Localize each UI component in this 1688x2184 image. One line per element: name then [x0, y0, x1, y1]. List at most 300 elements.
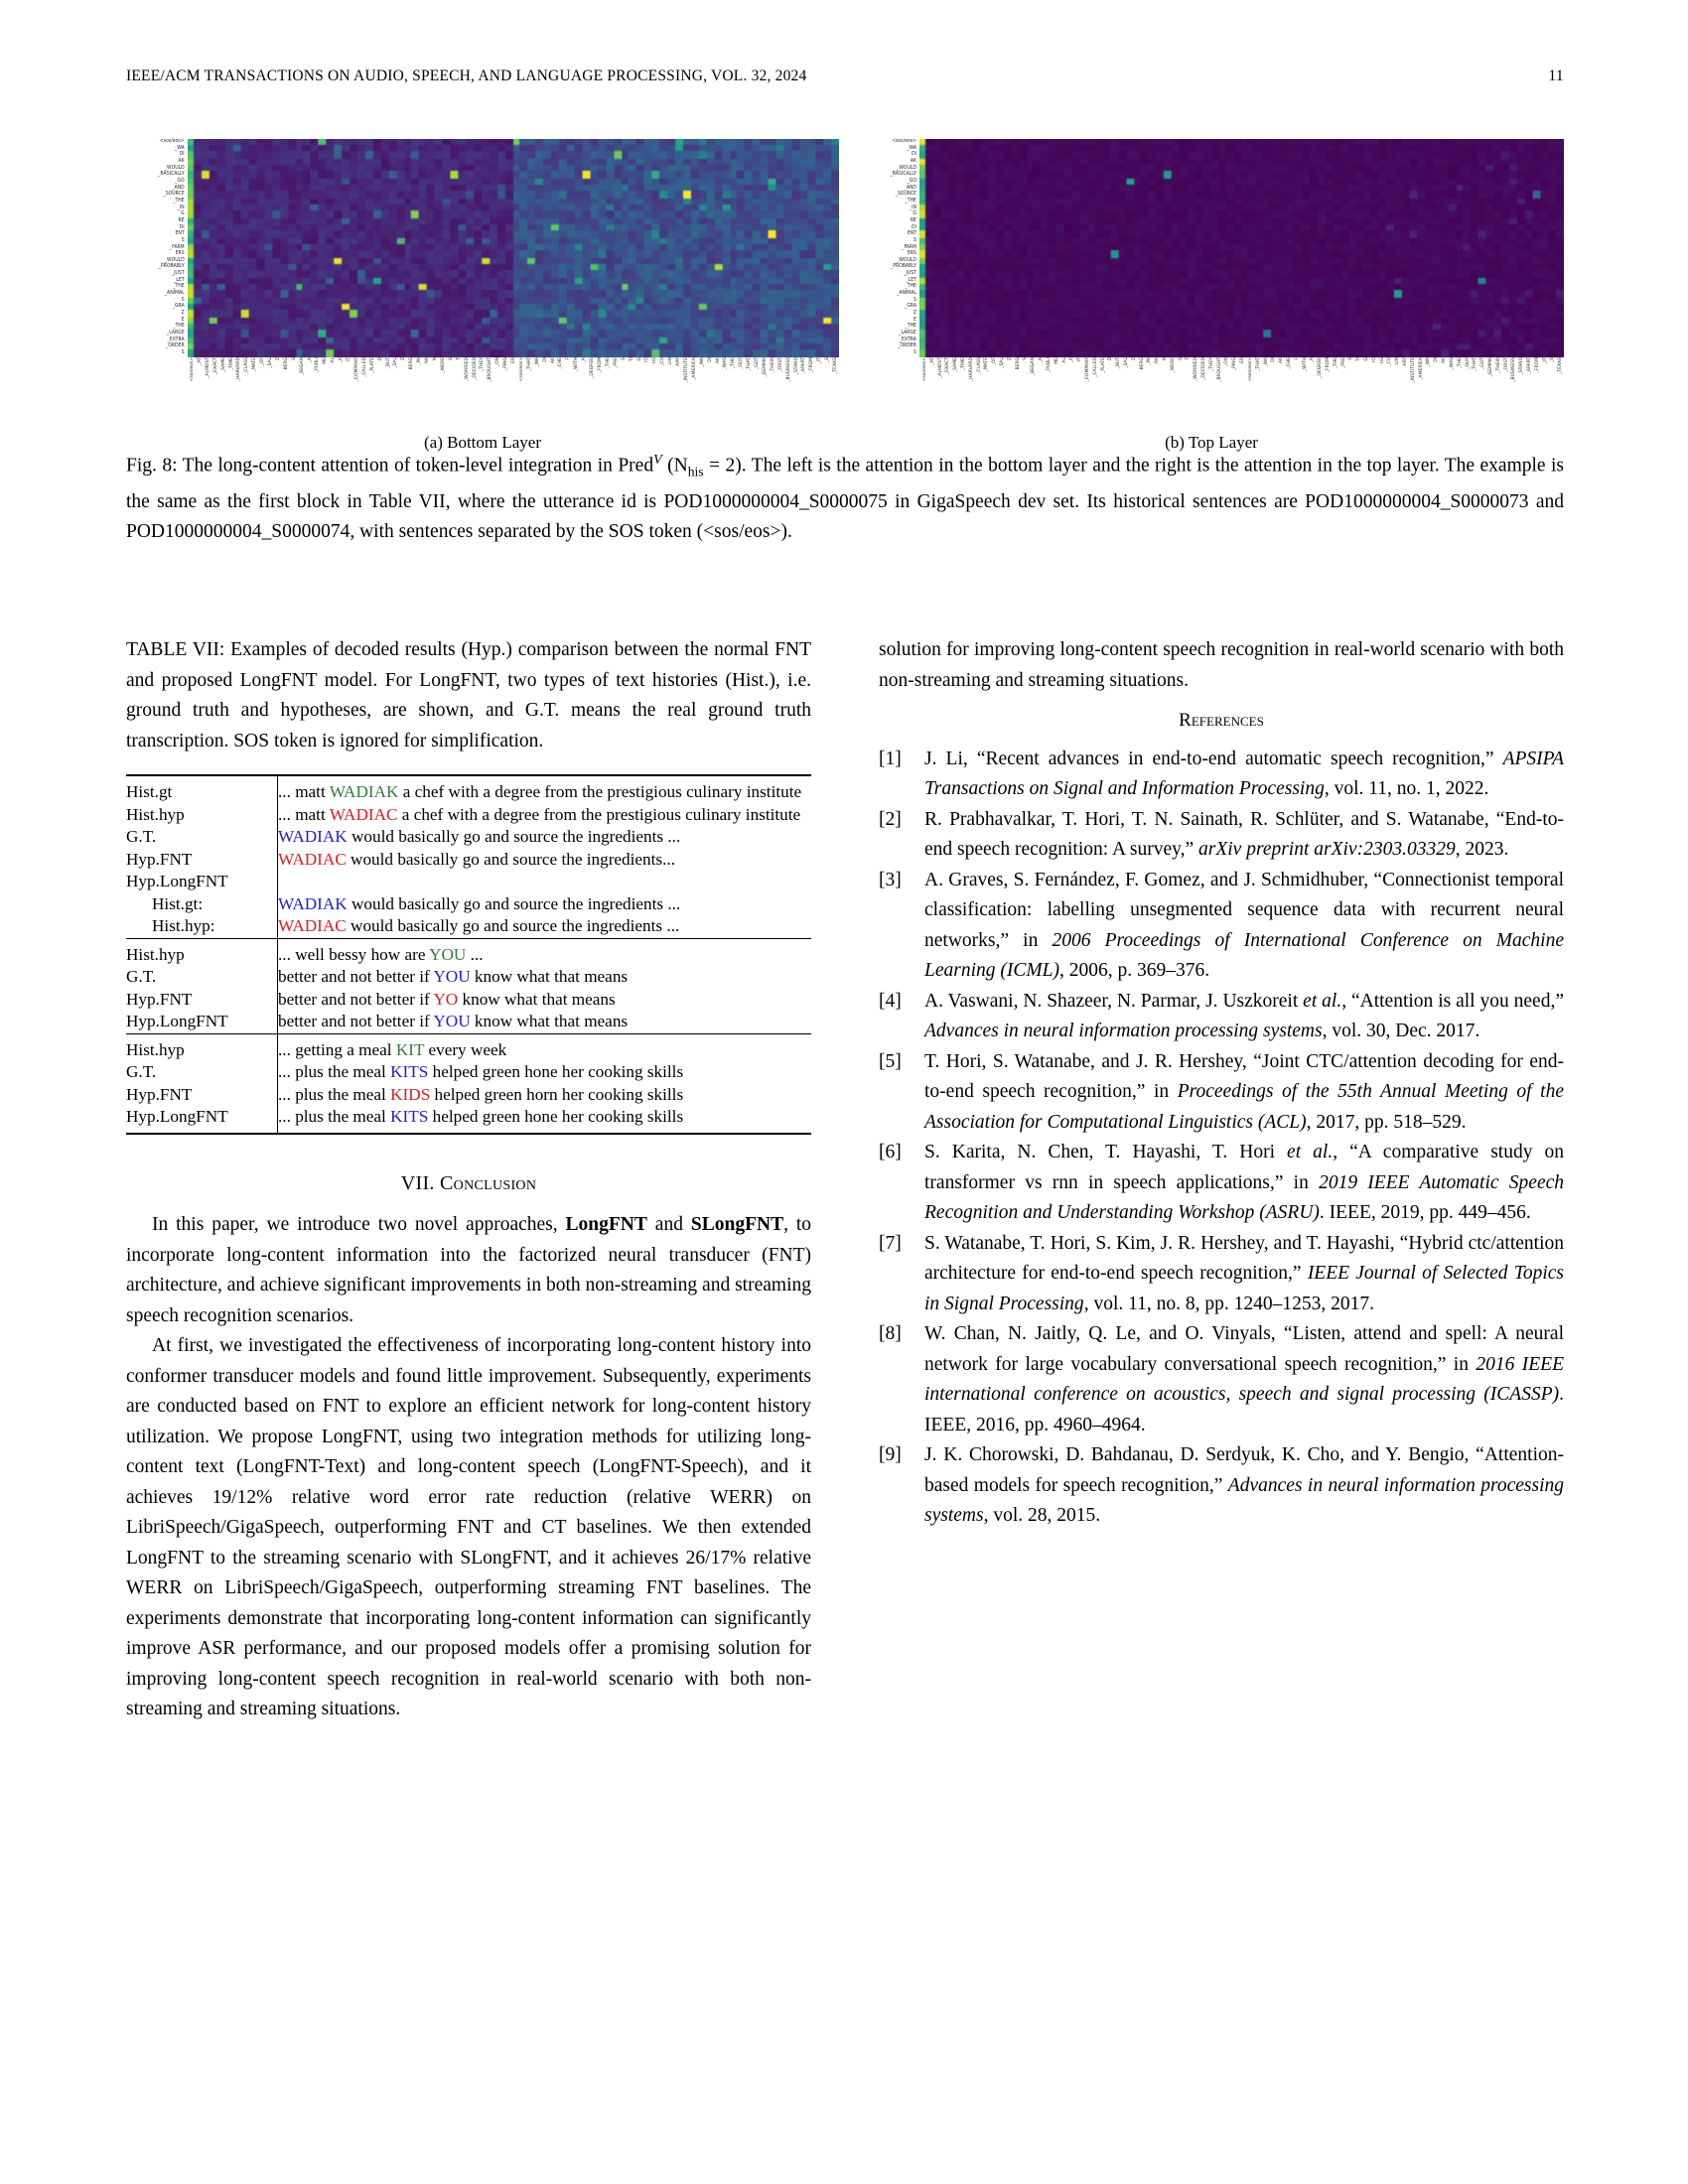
axis-tick-label: _APART [801, 357, 807, 374]
axis-tick-label: _WOULD [164, 165, 185, 171]
reference-text: J. Li, “Recent advances in end-to-end automatic speech recognition,” [924, 748, 1503, 769]
axis-tick-label: _A [1310, 357, 1316, 363]
reference-number: [6] [879, 1142, 902, 1162]
axis-tick-label: D [377, 357, 383, 361]
axis-tick-label: _S [825, 357, 831, 363]
axis-tick-label: _EXACT [212, 357, 218, 375]
axis-tick-label: _JUST [171, 270, 185, 277]
axis-tick-label: IT [347, 357, 352, 362]
reference-italic-text: Proceedings of the 55th Annual Meeting of the Association for Computational Linguistics (ACL) [924, 1081, 1564, 1133]
axis-tick-label: BERG [409, 357, 415, 370]
axis-tick-label: AK [1442, 357, 1448, 364]
conclusion-p1-e: , to incorporate long-content information into the factorized neural transducer (FNT) architecture, and achieve significant improvements in both non-streaming and streaming speech recognition scenarios. [126, 1214, 812, 1326]
figure-8 [126, 139, 1564, 453]
axis-tick-label: DI [912, 224, 916, 230]
axis-tick-label: _OF [992, 357, 998, 366]
table-row [126, 989, 811, 1012]
axis-tick-label: _TEXAS [1558, 357, 1564, 374]
axis-tick-label: _S [1550, 357, 1556, 363]
subcaption-b: (b) Top Layer [1165, 433, 1258, 452]
axis-tick-label: Z [913, 310, 916, 317]
axis-tick-label: _CLASS [976, 357, 982, 374]
axis-tick-label: _THEIR [770, 357, 775, 373]
axis-tick-label: D [1108, 357, 1114, 361]
table-row-label: Hist.hyp: [152, 916, 215, 935]
axis-tick-label: _SAL [393, 357, 399, 368]
table-row-label: Hist.gt: [152, 893, 204, 913]
axis-tick-label: _AT [197, 357, 203, 365]
axis-tick-label: S [181, 349, 185, 356]
axis-tick-label: _AMERICA [1418, 357, 1424, 380]
axis-tick-label: _DEGREE [590, 357, 596, 378]
axis-tick-label: _AT [929, 357, 935, 365]
reference-number: [8] [879, 1323, 902, 1344]
axis-tick-label: _WAS [1449, 357, 1455, 370]
table-row [126, 1061, 811, 1084]
axis-tick-label: _AND [904, 185, 916, 191]
axis-tick-label: T [456, 357, 462, 360]
axis-tick-label: _STAND [793, 357, 799, 375]
table-row [126, 804, 811, 827]
axis-tick-label: IO [644, 357, 650, 362]
axis-tick-label: _FROM [1325, 357, 1331, 373]
table-row-label: Hyp.FNT [126, 849, 193, 869]
table-row [126, 966, 811, 989]
reference-number: [7] [879, 1232, 902, 1254]
conclusion-heading-text: Conclusion [440, 1171, 537, 1194]
axis-tick-label: RE [910, 217, 916, 224]
axis-tick-label: _THE [605, 357, 611, 369]
table-row [126, 775, 811, 804]
axis-tick-label: BERG [1139, 357, 1145, 370]
axis-tick-label: _CLASS [244, 357, 250, 374]
axis-tick-label: _K [1069, 357, 1075, 363]
axis-tick-label: _THAT [1473, 357, 1478, 371]
axis-tick-label: _WOULD [164, 257, 185, 264]
axis-tick-label: ENT [175, 230, 185, 237]
highlighted-token: WADIAK [278, 827, 348, 846]
axis-tick-label: _PA [1147, 357, 1153, 365]
axis-tick-label: _IN [177, 205, 185, 210]
axis-tick-label: RA [1155, 357, 1161, 364]
axis-tick-label: DI [707, 357, 713, 362]
reference-item [879, 1229, 1564, 1320]
table-row-label: G.T. [126, 967, 157, 986]
axis-tick-label: _IT [817, 357, 823, 364]
conclusion-p1-longfnt: LongFNT [565, 1214, 647, 1235]
axis-tick-label: _BEGAN [299, 357, 305, 376]
table-caption: TABLE VII: Examples of decoded results (Hyp.) comparison between the normal FNT and proposed LongFNT model. For LongFNT, two types of text histories (Hist.), i.e. ground truth and hypotheses, are shown, and G.T. means the real ground truth transcription. SOS token is ignored for simplification. [126, 639, 811, 751]
axis-tick-label: _SAME [220, 357, 226, 372]
reference-italic-text: et al. [1287, 1142, 1334, 1162]
reference-text: , 2006, p. 369–376. [1058, 960, 1210, 981]
references-heading-text: References [1179, 710, 1264, 731]
axis-tick-label: ERS [175, 250, 185, 257]
left-column [126, 635, 811, 1725]
axis-tick-label: _WA [174, 145, 185, 151]
axis-tick-label: _THAT [747, 357, 753, 371]
reference-item [879, 1047, 1564, 1139]
axis-tick-label: S [621, 357, 627, 360]
axis-tick-label: E [181, 317, 185, 323]
axis-tick-label: _SAL [1123, 357, 1129, 368]
axis-tick-label: _PROBABLY [890, 263, 916, 270]
reference-text: , vol. 28, 2015. [983, 1505, 1101, 1526]
axis-tick-label: _THE [731, 357, 737, 369]
axis-tick-label: _THEIR [1495, 357, 1501, 373]
axis-tick-label: _OF [260, 357, 266, 366]
reference-text: , vol. 30, Dec. 2017. [1322, 1021, 1480, 1041]
axis-tick-label: _WORRIED [1194, 357, 1199, 382]
table-row-value: ... getting a meal KIT every week [278, 1033, 812, 1061]
axis-tick-label: _PING [503, 357, 509, 371]
table-row-value: WADIAK would basically go and source the ingredients ... [278, 826, 812, 849]
reference-italic-text: Advances in neural information processing systems [924, 1474, 1565, 1526]
reference-text: . IEEE, 2019, pp. 449–456. [1319, 1202, 1531, 1223]
heatmap-b-x-axis-labels [920, 357, 1564, 417]
axis-tick-label: _THE [905, 283, 916, 290]
reference-text: S. Karita, N. Chen, T. Hayashi, T. Hori [924, 1142, 1288, 1162]
axis-tick-label: S [291, 357, 297, 360]
axis-tick-label: _WITH [574, 357, 580, 372]
reference-italic-text: et al. [1303, 990, 1342, 1012]
references-heading [879, 706, 1564, 737]
axis-tick-label: <sos/eos> [922, 357, 927, 382]
table-row-label: Hist.hyp [126, 804, 185, 824]
axis-tick-label: RA [425, 357, 431, 364]
axis-tick-label: _THEY [480, 357, 486, 371]
axis-tick-label: _COMPANY [1084, 357, 1090, 382]
reference-item [879, 1319, 1564, 1440]
axis-tick-label: _SOURCE [895, 191, 916, 198]
axis-tick-label: ARY [676, 357, 682, 366]
axis-tick-label: _PA [417, 357, 423, 365]
axis-tick-label: S [1348, 357, 1354, 360]
axis-tick-label: S [448, 357, 454, 360]
axis-tick-label: _LET [906, 277, 916, 284]
reference-number: [2] [879, 808, 902, 830]
axis-tick-label: IO [1371, 357, 1377, 362]
heatmap-a-y-axis-labels [126, 139, 188, 357]
axis-tick-label: _GO [907, 178, 916, 185]
table-vii [126, 774, 811, 1135]
nhis-subscript: his [687, 464, 704, 479]
axis-tick-label: _GRA [904, 303, 916, 310]
reference-text: T. Hori, S. Watanabe, and J. R. Hershey, “Joint CTC/attention decoding for end-to-end speech recognition,” in [924, 1050, 1564, 1102]
axis-tick-label: DI [1271, 357, 1277, 362]
reference-italic-text: 2019 IEEE Automatic Speech Recognition and Understanding Workshop (ASRU) [924, 1171, 1564, 1223]
table-row-value: ... well bessy how are YOU ... [278, 938, 812, 966]
axis-tick-label: _SAL [1000, 357, 1006, 368]
axis-tick-label: _HARVARD [236, 357, 242, 382]
axis-tick-label: _LARGE [166, 330, 185, 337]
axis-tick-label: _FIRST [1503, 357, 1509, 372]
axis-tick-label: _SOURCE [163, 191, 185, 198]
axis-tick-label: _PUBLI [1046, 357, 1052, 373]
table-row [126, 1106, 811, 1134]
axis-tick-label: <sos/eos> [190, 357, 195, 382]
axis-tick-label: _PLATE [1100, 357, 1106, 373]
table-row-label: Hyp.FNT [126, 1084, 193, 1104]
subfigure-top-layer [859, 139, 1564, 453]
reference-text: , 2017, pp. 518–529. [1306, 1111, 1467, 1133]
reference-number: [4] [879, 990, 902, 1012]
reference-number: [5] [879, 1050, 902, 1072]
axis-tick-label: _BUT [385, 357, 391, 369]
axis-tick-label: _BEGAN [1031, 357, 1037, 376]
highlighted-token: WADIAK [278, 893, 348, 913]
axis-tick-label: _GEMMA [1487, 357, 1493, 377]
table-row [126, 915, 811, 938]
subcaption-a: (a) Bottom Layer [423, 433, 541, 452]
axis-tick-label: TI [1356, 357, 1362, 362]
axis-tick-label: G [636, 357, 642, 361]
table-row [126, 849, 811, 872]
table-row-label: Hyp.LongFNT [126, 1106, 278, 1134]
axis-tick-label: ME [1054, 357, 1059, 364]
axis-tick-label: _THE [173, 198, 185, 205]
axis-tick-label: _BASICALLY [890, 171, 916, 178]
axis-tick-label: S [1178, 357, 1184, 360]
axis-tick-label: G [1364, 357, 1369, 361]
reference-text: S. Watanabe, T. Hori, S. Kim, J. R. Hershey, and T. Hayashi, “Hybrid ctc/attention architecture for end-to-end speech recognition,” [924, 1232, 1564, 1284]
axis-tick-label: _INSTITUTE [683, 357, 689, 383]
axis-tick-label: _ALMOST [205, 357, 211, 378]
reference-list [879, 745, 1564, 1532]
pred-superscript: V [653, 452, 662, 468]
highlighted-token: KIT [395, 1039, 425, 1059]
axis-tick-label: _WA [534, 357, 540, 367]
axis-tick-label: AK [550, 357, 556, 364]
axis-tick-label: G [913, 210, 916, 217]
axis-tick-label: _ON [1224, 357, 1230, 367]
table-row-value: WADIAC would basically go and source the ingredients... [278, 849, 812, 872]
axis-tick-label: _THE [1457, 357, 1463, 369]
highlighted-token: YOU [433, 1012, 471, 1030]
heatmap-b-y-axis-labels [859, 139, 919, 357]
highlighted-token: WADIAK [329, 782, 399, 801]
axis-tick-label: DI [179, 224, 185, 230]
axis-tick-label: _A [1039, 357, 1045, 363]
axis-tick-label: _GRA [172, 303, 185, 310]
figure-caption: Fig. 8: The long-content attention of token-level integration in Pred$^V$ $(N_{his} = 2)$. The left is the attention in the bottom layer and the right is the attention in the top layer. The example is the same as the first block in Table VII, where the utterance id is POD1000000004_S0000075 in GigaSpeech dev set. Its historical sentences are POD1000000004_S0000073 and POD1000000004_S0000074, with sentences separated by the SOS token (<sos/eos>). [126, 452, 1565, 543]
axis-tick-label: _FROM [1534, 357, 1540, 373]
axis-tick-label: _THE [173, 323, 185, 330]
axis-tick-label: _THE [1333, 357, 1338, 369]
axis-tick-label: _K [339, 357, 345, 363]
axis-tick-label: _FROM [809, 357, 815, 373]
axis-tick-label: _STAND [1519, 357, 1525, 375]
reference-italic-text: 2006 Proceedings of International Conference on Machine Learning (ICML) [924, 929, 1564, 981]
axis-tick-label: _WA [907, 145, 916, 151]
axis-tick-label: _THE [905, 323, 916, 330]
axis-tick-label: RE [178, 217, 185, 224]
table-row [126, 938, 811, 966]
axis-tick-label: US [652, 357, 658, 364]
axis-tick-label: _ANIMAL [164, 290, 185, 297]
table-row [126, 1084, 811, 1107]
conclusion-p1-a: In this paper, we introduce two novel approaches, [152, 1214, 566, 1235]
table-row [126, 1011, 811, 1033]
axis-tick-label: _ALMOST [937, 357, 943, 378]
highlighted-token: KITS [390, 1107, 429, 1126]
table-row-value: ... plus the meal KITS helped green hone her cooking skills [278, 1061, 812, 1084]
axis-tick-label: _WERE [440, 357, 446, 373]
reference-item [879, 1440, 1564, 1532]
reference-italic-text: APSIPA Transactions on Signal and Information Processing [924, 748, 1564, 799]
conclusion-p1-c: and [646, 1214, 691, 1235]
axis-tick-label: _FARM [169, 244, 185, 250]
axis-tick-label: _AND [172, 185, 185, 191]
reference-text: . IEEE, 2016, pp. 4960–4964. [924, 1384, 1564, 1435]
axis-tick-label: _GEMMA [762, 357, 768, 377]
conclusion-p1-slongfnt: SLongFNT [690, 1214, 784, 1235]
axis-tick-label: S [1023, 357, 1029, 360]
axis-tick-label: _ORDER [898, 342, 916, 349]
axis-tick-label: AL [331, 357, 337, 363]
axis-tick-label: _DECIDED [1201, 357, 1207, 380]
reference-italic-text: IEEE Journal of Selected Topics in Signal Processing [924, 1263, 1564, 1314]
journal-title: IEEE/ACM TRANSACTIONS ON AUDIO, SPEECH, AND LANGUAGE PROCESSING, VOL. 32, 2024 [126, 68, 807, 84]
axis-tick-label: _SAL [268, 357, 274, 368]
highlighted-token: WADIAC [278, 849, 347, 869]
table-row-value: WADIAK would basically go and source the ingredients ... [278, 893, 812, 916]
axis-tick-label: F [1294, 357, 1300, 360]
axis-tick-label: AL [1061, 357, 1067, 363]
axis-tick-label: ERS [907, 250, 916, 257]
axis-tick-label: <sos/eos> [518, 357, 524, 382]
axis-tick-label: AK [910, 158, 916, 165]
axis-tick-label: F [566, 357, 572, 360]
axis-tick-label: _DECIDED [472, 357, 478, 380]
reference-item [879, 805, 1564, 866]
highlighted-token: YOU [429, 944, 467, 964]
axis-tick-label: _WA [1426, 357, 1432, 367]
axis-tick-label: _THE [173, 283, 185, 290]
reference-text: , vol. 11, no. 8, pp. 1240–1253, 2017. [1083, 1293, 1375, 1314]
reference-number: [3] [879, 869, 902, 890]
axis-tick-label: _IT [1542, 357, 1548, 364]
table-row-value [278, 871, 812, 893]
axis-tick-label: _BASICALLY [158, 171, 185, 178]
axis-tick-label: _EXTRA [899, 337, 916, 342]
axis-tick-label: _THEY [1208, 357, 1214, 371]
table-row-label: Hist.gt [126, 775, 278, 804]
axis-tick-label: ME [323, 357, 329, 364]
axis-tick-label: S [914, 349, 916, 356]
axis-tick-label: _AMERICA [691, 357, 697, 380]
axis-tick-label: S [914, 297, 916, 304]
highlighted-token: KIDS [390, 1084, 431, 1104]
table-row-label: Hist.hyp [126, 1033, 278, 1061]
axis-tick-label: _THAT [526, 357, 532, 371]
axis-tick-label: <sos/eos> [1247, 357, 1253, 382]
axis-tick-label: AK [178, 158, 185, 165]
axis-tick-label: ER [1240, 357, 1246, 363]
table-row-label: Hist.hyp [126, 938, 278, 966]
axis-tick-label: _WERE [1170, 357, 1176, 373]
axis-tick-label: DI [542, 357, 548, 362]
table-row-value: WADIAC would basically go and source the ingredients ... [278, 915, 812, 938]
axis-tick-label: _ANIMAL [897, 290, 916, 297]
axis-tick-label: _WOULD [897, 257, 916, 264]
axis-tick-label: E [914, 317, 916, 323]
conclusion-paragraph-1 [126, 1210, 811, 1331]
axis-tick-label: _EXTRA [167, 337, 185, 342]
axis-tick-label: _THAT [1255, 357, 1261, 371]
reference-item [879, 866, 1564, 987]
table-row-label: G.T. [126, 1062, 157, 1081]
highlighted-token: KITS [390, 1062, 429, 1081]
axis-tick-label: _HARVARD [968, 357, 974, 382]
axis-tick-label: _ON [495, 357, 501, 367]
table-row-value: better and not better if YOU know what that means [278, 966, 812, 989]
subfigure-bottom-layer [126, 139, 839, 453]
table-row [126, 893, 811, 916]
conclusion-overflow-text: solution for improving long-content speech recognition in real-world scenario with both non-streaming and streaming situations. [879, 639, 1564, 691]
table-row-value: better and not better if YO know what that means [278, 989, 812, 1012]
reference-text: , “Attention is all you need,” [1341, 990, 1564, 1012]
reference-italic-text: arXiv preprint arXiv:2303.03329 [1198, 839, 1456, 860]
axis-tick-label: _FARM [902, 244, 916, 250]
axis-tick-label: S [914, 237, 916, 244]
reference-item [879, 987, 1564, 1047]
reference-number: [9] [879, 1444, 902, 1465]
reference-text: A. Vaswani, N. Shazeer, N. Parmar, J. Uszkoreit [924, 990, 1304, 1012]
heatmap-a-x-axis-labels [188, 357, 839, 417]
axis-tick-label: _WOULD [897, 165, 916, 171]
axis-tick-label: _TIME [961, 357, 967, 371]
axis-tick-label: _GUY [1465, 357, 1471, 369]
axis-tick-label: _BROUGHT [1216, 357, 1222, 382]
axis-tick-label: TI [629, 357, 634, 362]
table-row-label: Hyp.FNT [126, 989, 193, 1009]
axis-tick-label: _CHE [558, 357, 564, 369]
conclusion-heading [126, 1168, 811, 1199]
reference-text: A. Graves, S. Fernández, F. Gomez, and J. Schmidhuber, “Connectionist temporal classification: labelling unsegmented sequence data with recurrent neural networks,” in [924, 869, 1564, 951]
axis-tick-label: _MATE [252, 357, 258, 372]
reference-item [879, 1138, 1564, 1229]
table-row-label: Hyp.LongFNT [126, 1012, 228, 1030]
axis-tick-label: T [1186, 357, 1192, 360]
running-head [126, 68, 1564, 85]
axis-tick-label: _BUT [1116, 357, 1122, 369]
axis-tick-label: DI [1434, 357, 1440, 362]
axis-tick-label: IT [1077, 357, 1083, 362]
axis-tick-label: _GOT [755, 357, 761, 370]
axis-tick-label: <sos/eos> [892, 138, 916, 145]
axis-tick-label: S [181, 297, 185, 304]
axis-tick-label: _CHE [1286, 357, 1292, 369]
axis-tick-label: Z [275, 357, 281, 361]
axis-tick-label: Z [181, 310, 185, 317]
axis-tick-label: _FROM [597, 357, 603, 373]
axis-tick-label: _PUBLI [315, 357, 321, 373]
axis-tick-label: _PRE [1340, 357, 1346, 368]
table-row [126, 826, 811, 849]
axis-tick-label: _EXACT [945, 357, 951, 375]
axis-tick-label: _A [582, 357, 588, 363]
axis-tick-label: <sos/eos> [159, 138, 185, 145]
axis-tick-label: DI [912, 151, 916, 158]
axis-tick-label: _WITH [1302, 357, 1308, 372]
reference-text: R. Prabhavalkar, T. Hori, T. N. Sainath, R. Schlüter, and S. Watanabe, “End-to-end speech recognition: A survey,” [924, 808, 1564, 860]
highlighted-token: YO [433, 989, 459, 1009]
axis-tick-label: _THE [905, 198, 916, 205]
axis-tick-label: _CU [1387, 357, 1393, 366]
table-row-value: ... plus the meal KIDS helped green horn her cooking skills [278, 1084, 812, 1107]
table-row-label: G.T. [126, 827, 157, 846]
